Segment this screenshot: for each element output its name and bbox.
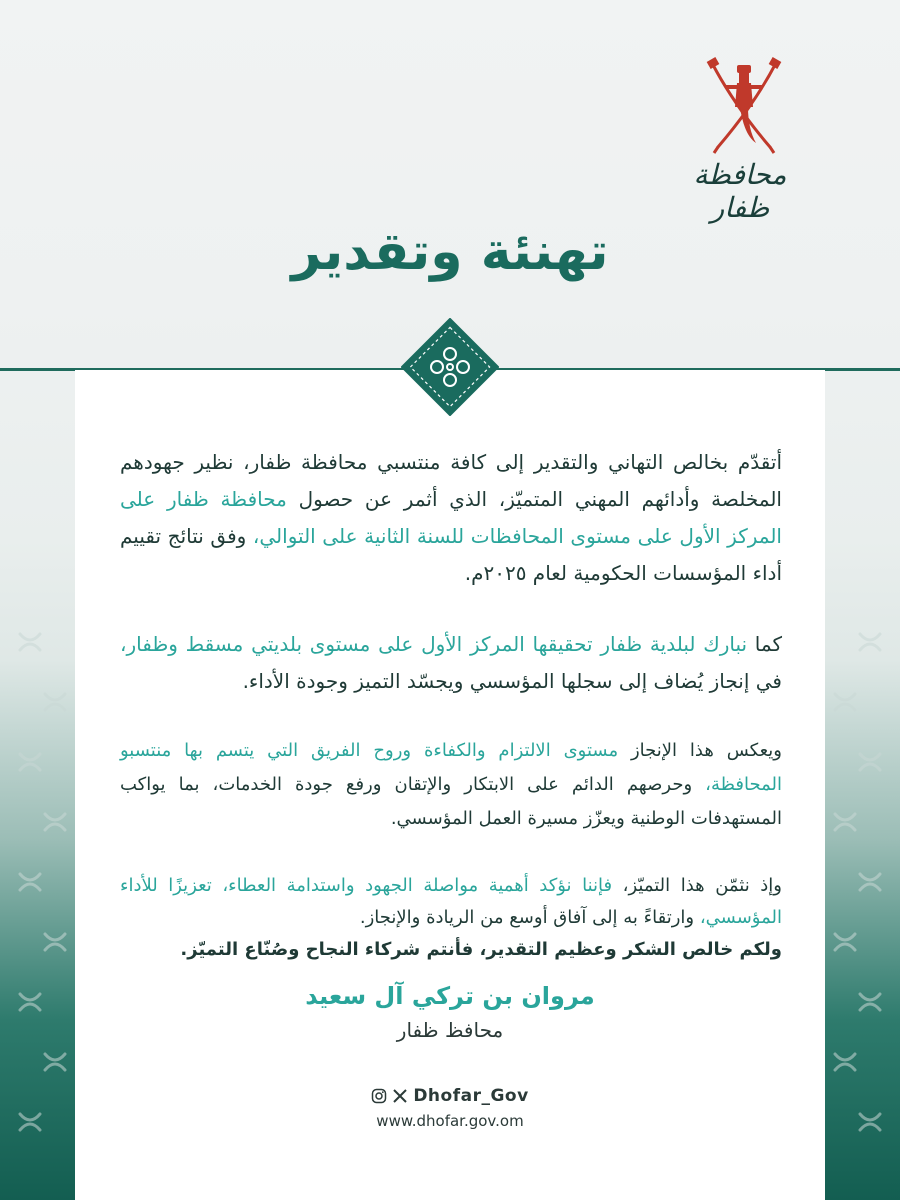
instagram-icon[interactable] — [371, 1088, 387, 1104]
paragraph-2-highlight: نبارك لبلدية ظفار تحقيقها المركز الأول على مستوى بلديتي مسقط وظفار، — [120, 632, 748, 656]
paragraph-4-text-c: وارتقاءً به إلى آفاق أوسع من الريادة والإنجاز. — [359, 907, 700, 928]
letter-body — [120, 444, 782, 966]
social-handle[interactable]: Dhofar_Gov — [413, 1086, 529, 1106]
paragraph-2 — [120, 626, 782, 700]
paragraph-3-text-c: وحرصهم الدائم على الابتكار والإتقان ورفع جودة الخدمات، بما يواكب المستهدفات الوطنية ويعزّز مسيرة العمل المؤسسي. — [120, 774, 782, 829]
x-icon[interactable] — [393, 1089, 407, 1103]
closing-line: ولكم خالص الشكر وعظيم التقدير، فأنتم شركاء النجاح وصُنّاع التميّز. — [180, 939, 782, 960]
paragraph-1-highlight: محافظة ظفار على المركز الأول على مستوى المحافظات للسنة الثانية على التوالي، — [120, 487, 782, 548]
ornament-icon — [401, 318, 499, 416]
paragraph-2-text-c: في إنجاز يُضاف إلى سجلها المؤسسي ويجسّد التميز وجودة الأداء. — [242, 669, 782, 693]
paragraph-1-text-c: وفق نتائج تقييم أداء المؤسسات الحكومية لعام ٢٠٢٥م. — [120, 524, 782, 585]
signatory-title: محافظ ظفار — [396, 1018, 504, 1042]
oman-emblem-icon — [704, 55, 784, 160]
paragraph-2-text-a: كما — [747, 632, 782, 656]
brand-name: محافظة ظفار — [693, 158, 787, 224]
page-title: تهنئة وتقدير — [291, 222, 609, 282]
paragraph-4-highlight: فإننا نؤكد أهمية مواصلة الجهود واستدامة العطاء، تعزيزًا للأداء المؤسسي، — [120, 875, 782, 928]
paragraph-3-highlight: مستوى الالتزام والكفاءة وروح الفريق التي يتسم بها منتسبو المحافظة، — [120, 740, 782, 795]
paragraph-1 — [120, 444, 782, 592]
paragraph-4-text-a: وإذ نثمّن هذا التميّز، — [612, 875, 782, 896]
website-link[interactable]: www.dhofar.gov.om — [376, 1112, 524, 1130]
paragraph-4 — [120, 870, 782, 966]
signatory-name: مروان بن تركي آل سعيد — [305, 982, 595, 1010]
paragraph-3 — [120, 734, 782, 836]
social-handle-row[interactable] — [371, 1086, 528, 1106]
paragraph-1-text-a: أتقدّم بخالص التهاني والتقدير إلى كافة منتسبي محافظة ظفار، نظير جهودهم المخلصة وأدائهم المهني المتميّز، الذي أثمر عن حصول — [120, 450, 782, 511]
paragraph-3-text-a: ويعكس هذا الإنجاز — [618, 740, 782, 761]
footer — [0, 1086, 900, 1130]
